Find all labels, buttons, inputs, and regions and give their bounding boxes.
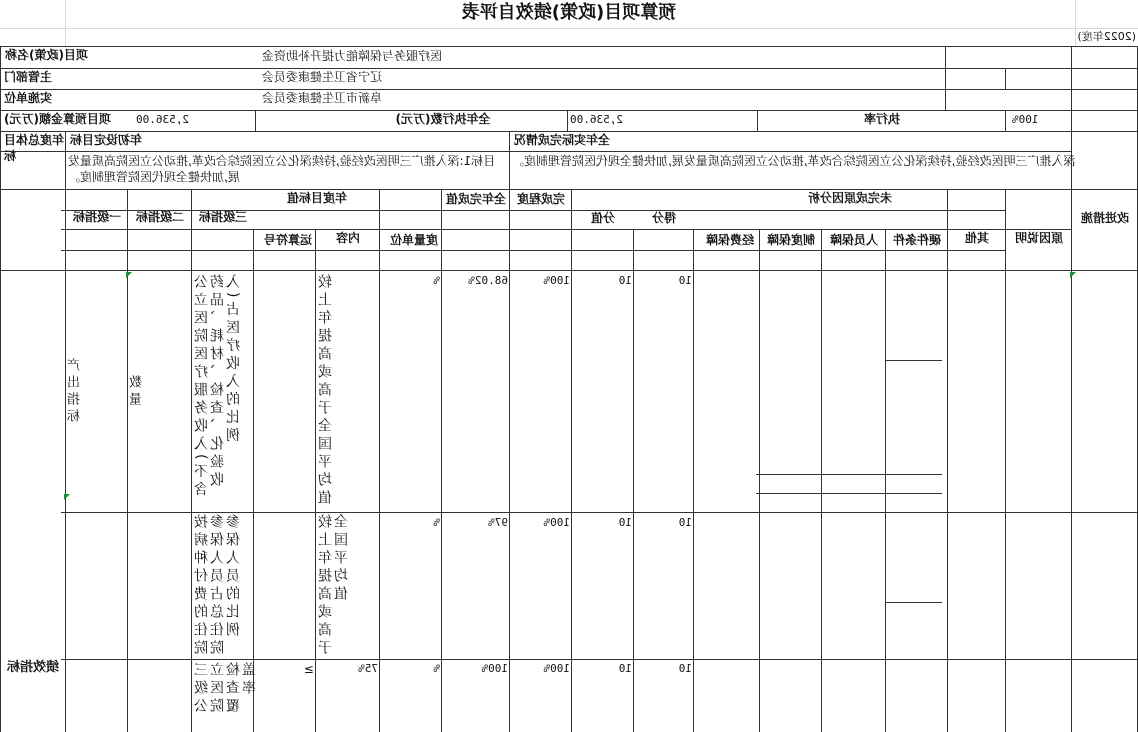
perf-indicator-label: 绩效指标: [7, 660, 60, 675]
label-executed: 全年执行数(万元): [395, 112, 491, 126]
row3-degree: 100%: [543, 662, 570, 675]
label-project-name: 项目(政策)名称: [5, 48, 88, 62]
row1-level3: 公立医院医疗服务收入(不含药品、耗材、检查、化验收入)占医疗收入的比例: [194, 274, 242, 500]
col-hardware: 硬件条件: [893, 233, 942, 247]
col-completion-degree: 完成程度: [517, 192, 566, 206]
col-content: 内容: [336, 231, 361, 245]
executed-value: 2,536.00: [570, 113, 623, 126]
exec-rate-value: 100%: [1012, 113, 1039, 126]
col-personnel: 人员保障: [830, 233, 879, 247]
row2-degree: 100%: [543, 516, 570, 529]
page-title: 预算项目(政策)绩效自评表: [461, 2, 677, 23]
row3-level3: 三级公立医院检查覆盖率: [194, 662, 258, 716]
actual-text: 深入推广三明医改经验,持续深化公立医院综合改革,推动公立医院高质量发展,加快健全现代医院管理制度。: [512, 154, 1076, 168]
comment-marker: [64, 494, 70, 500]
row2-score: 10: [678, 516, 692, 529]
col-measure: 度量单位: [389, 233, 438, 247]
label-preset-target: 年初设定目标: [70, 133, 143, 147]
col-funding: 经费保障: [705, 233, 754, 247]
row1-degree: 100%: [543, 274, 570, 287]
row3-weight: 10: [618, 662, 632, 675]
col-improvement: 改进措施: [1081, 211, 1130, 225]
col-system: 制度保障: [767, 233, 816, 247]
label-department: 主管部门: [4, 70, 53, 84]
department-value: 辽宁省卫生健康委员会: [262, 70, 383, 84]
row2-full-value: 97%: [488, 516, 508, 529]
row1-full-value: 68.02%: [468, 274, 508, 287]
row2-content: 较上年提高或高于全国平均值: [318, 514, 350, 658]
label-implementer: 实施单位: [4, 91, 53, 105]
row3-operator: ≥: [303, 662, 314, 676]
output-indicator-label: 产出指标: [68, 358, 83, 426]
row2-measure: %: [433, 516, 440, 529]
col-level1: 一级指标: [73, 210, 122, 224]
project-name-value: 医疗服务与保障能力提升补助资金: [262, 49, 443, 63]
label-annual-target: 年度总体目标: [3, 133, 64, 163]
col-score: 得分: [652, 211, 677, 225]
row1-score: 10: [678, 274, 692, 287]
year-label: (2022年度): [1077, 30, 1136, 43]
col-level2: 二级指标: [136, 210, 185, 224]
row2-level3: 按病种付费的住院参保人员占总住院参保人员的比例: [194, 514, 242, 658]
row3-full-value: 100%: [481, 662, 508, 675]
col-other: 其他: [965, 231, 990, 245]
target-text: 目标1:深入推广三明医改经验,持续深化公立医院综合改革,推动公立医院高质量发展,加快健全现代医院管理制度。: [68, 154, 496, 184]
implementer-value: 阜新市卫生健康委员会: [262, 91, 383, 105]
row3-score: 10: [678, 662, 692, 675]
row1-content: 较上年提高或高于全国平均值: [318, 274, 334, 508]
row3-measure: %: [433, 662, 440, 675]
label-actual-completion: 全年实际完成情况: [514, 133, 611, 147]
row2-weight: 10: [618, 516, 632, 529]
col-reason-desc: 原因说明: [1015, 231, 1064, 245]
row1-weight: 10: [618, 274, 632, 287]
col-reason-analysis: 未完成原因分析: [808, 191, 893, 205]
budget-value: 2,536.00: [136, 113, 189, 126]
quantity-indicator-label: 数量: [130, 375, 145, 409]
row1-measure: %: [433, 274, 440, 287]
col-annual-target-value: 年度目标值: [287, 191, 348, 205]
comment-marker: [126, 272, 132, 278]
label-exec-rate: 执行率: [864, 112, 901, 126]
col-full-year-value: 全年完成值: [446, 192, 507, 206]
col-weight: 分值: [591, 211, 616, 225]
col-operator: 运算符号: [263, 233, 312, 247]
label-budget: 项目预算金额(万元): [4, 112, 111, 126]
comment-marker: [1070, 272, 1076, 278]
col-level3: 三级指标: [199, 210, 248, 224]
row3-content: 75%: [358, 662, 378, 675]
